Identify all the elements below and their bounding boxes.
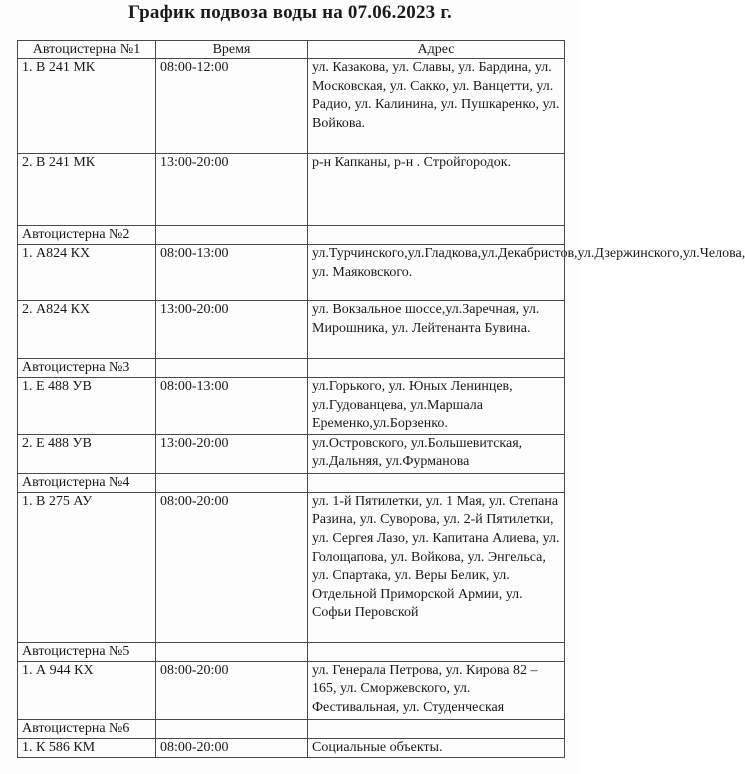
header-address: Адрес [308, 41, 565, 59]
address-cell: р-н Капканы, р-н . Стройгородок. [308, 154, 565, 226]
address-cell: Социальные объекты. [308, 738, 565, 758]
header-truck: Автоцистерна №1 [18, 41, 156, 59]
time-cell: 08:00-20:00 [156, 661, 308, 719]
time-cell: 13:00-20:00 [156, 301, 308, 359]
group-name: Автоцистерна №4 [18, 473, 156, 492]
time-cell: 13:00-20:00 [156, 154, 308, 226]
group-name: Автоцистерна №2 [18, 226, 156, 245]
table-row [18, 59, 565, 154]
group-name: Автоцистерна №6 [18, 719, 156, 738]
page-title: График подвоза воды на 07.06.2023 г. [128, 2, 452, 23]
truck-cell: 1. Е 488 УВ [18, 378, 156, 435]
group-row [18, 226, 565, 245]
truck-cell: 2. А824 КХ [18, 301, 156, 359]
group-name: Автоцистерна №3 [18, 359, 156, 378]
truck-cell: 1. В 241 МК [18, 59, 156, 154]
time-cell: 13:00-20:00 [156, 434, 308, 473]
table-row [18, 378, 565, 435]
truck-cell: 1. К 586 КМ [18, 738, 156, 758]
table-header-row [18, 41, 565, 59]
schedule-table [17, 40, 745, 758]
address-cell: ул. Вокзальное шоссе,ул.Заречная, ул. Мирошника, ул. Лейтенанта Бувина. [308, 301, 565, 359]
truck-cell: 1. В 275 АУ [18, 492, 156, 642]
address-cell: ул.Турчинского,ул.Гладкова,ул.Декабристов,ул.Дзержинского,ул.Челова, ул. Маяковского. [308, 245, 565, 301]
group-row [18, 359, 565, 378]
truck-cell: 1. А824 КХ [18, 245, 156, 301]
header-time: Время [156, 41, 308, 59]
table-row [18, 492, 565, 642]
group-row [18, 473, 565, 492]
address-cell: ул.Горького, ул. Юных Ленинцев, ул.Гудованцева, ул.Маршала Еременко,ул.Борзенко. [308, 378, 565, 435]
address-cell: ул.Островского, ул.Большевитская, ул.Дальняя, ул.Фурманова [308, 434, 565, 473]
time-cell: 08:00-20:00 [156, 492, 308, 642]
time-cell: 08:00-13:00 [156, 245, 308, 301]
table-row [18, 661, 565, 719]
truck-cell: 1. А 944 КХ [18, 661, 156, 719]
time-cell: 08:00-12:00 [156, 59, 308, 154]
group-row [18, 719, 565, 738]
group-row [18, 642, 565, 661]
table-row [18, 245, 565, 301]
table-row [18, 154, 565, 226]
address-cell: ул. Казакова, ул. Славы, ул. Бардина, ул. Московская, ул. Сакко, ул. Ванцетти, ул. Радио, ул. Калинина, ул. Пушкаренко, ул. Войкова. [308, 59, 565, 154]
truck-cell: 2. В 241 МК [18, 154, 156, 226]
truck-cell: 2. Е 488 УВ [18, 434, 156, 473]
address-cell: ул. 1-й Пятилетки, ул. 1 Мая, ул. Степана Разина, ул. Суворова, ул. 2-й Пятилетки, ул. Сергея Лазо, ул. Капитана Алиева, ул. Голощапова, ул. Войкова, ул. Энгельса, ул. Спартака, ул. Веры Белик, ул. Отдельной Приморской Армии, ул. Софьи Перовской [308, 492, 565, 642]
table-row [18, 301, 565, 359]
time-cell: 08:00-20:00 [156, 738, 308, 758]
address-cell: ул. Генерала Петрова, ул. Кирова 82 – 165, ул. Сморжевского, ул. Фестивальная, ул. Студенческая [308, 661, 565, 719]
group-name: Автоцистерна №5 [18, 642, 156, 661]
time-cell: 08:00-13:00 [156, 378, 308, 435]
table-row [18, 738, 565, 758]
table-row [18, 434, 565, 473]
